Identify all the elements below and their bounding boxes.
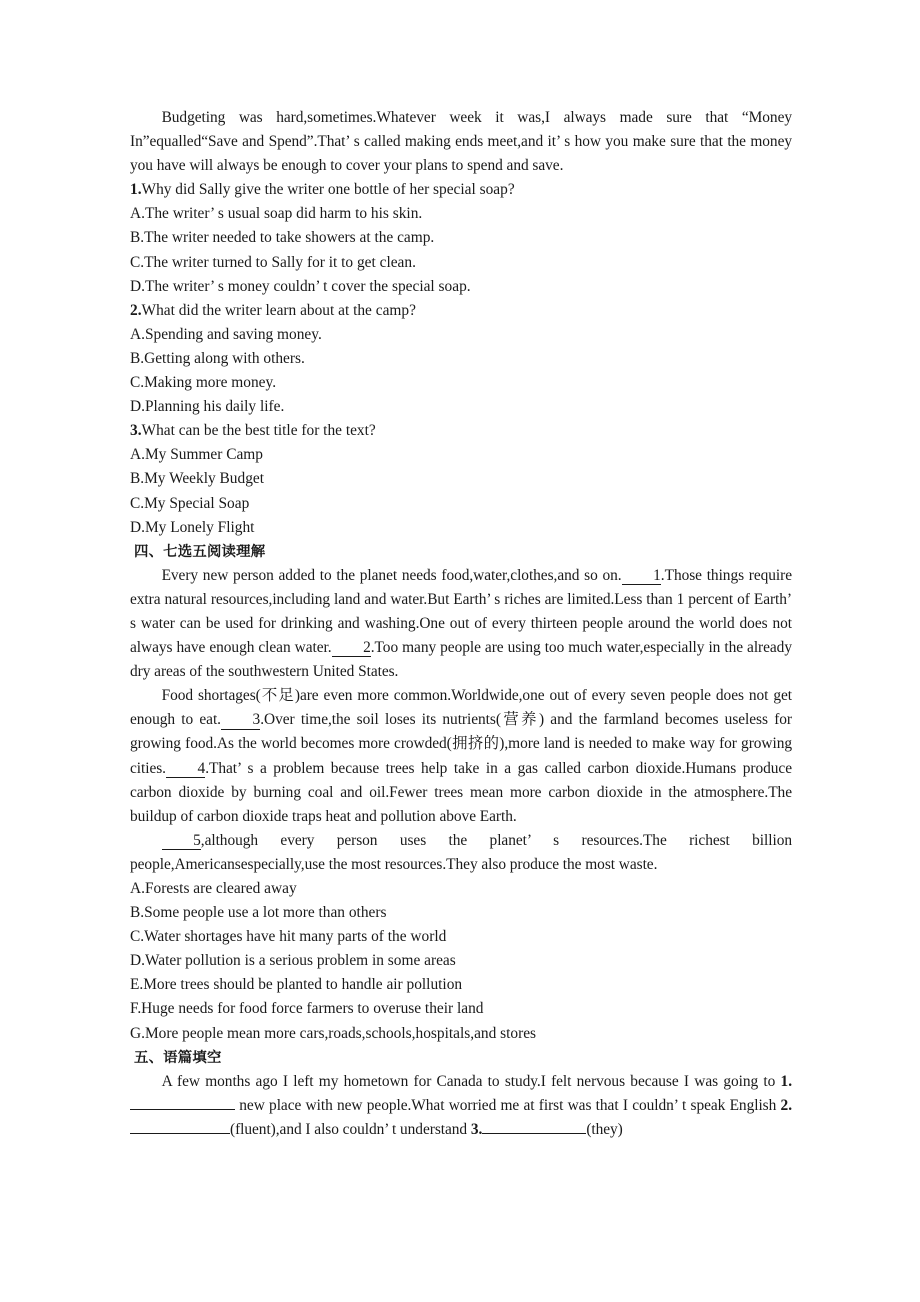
question-3-text: What can be the best title for the text? <box>141 422 376 440</box>
section-five-part-c: (fluent),and I also couldn’ t understand <box>230 1120 471 1138</box>
fill-number-3: 3. <box>470 1120 483 1138</box>
section-four-option-c[interactable]: C.Water shortages have hit many parts of the world <box>130 928 447 946</box>
question-1-option-c[interactable]: C.The writer turned to Sally for it to get clean. <box>130 253 416 271</box>
question-2-option-c[interactable]: C.Making more money. <box>130 374 277 392</box>
blank-3[interactable]: 3 <box>221 712 260 729</box>
question-2-option-a[interactable]: A.Spending and saving money. <box>130 325 322 343</box>
question-3-option-d[interactable]: D.My Lonely Flight <box>130 518 255 536</box>
section-five-part-b: new place with new people.What worried me at first was that I couldn’ t speak English <box>235 1096 781 1114</box>
section-five-paragraph <box>130 1070 792 1142</box>
section-four-heading: 四、七选五阅读理解 <box>134 543 266 560</box>
question-1-stem <box>130 178 792 202</box>
question-3-number: 3. <box>130 422 142 440</box>
blank-5[interactable]: 5 <box>162 833 201 850</box>
question-2-number: 2. <box>130 301 142 319</box>
blank-4[interactable]: 4 <box>166 761 205 778</box>
section-four-paragraph-1 <box>130 564 792 684</box>
paragraph-2-part-b: .Over time,the soil loses its nutrients(营养) and the farmland becomes useless for growing food.As the world becomes more crowded(拥挤的),more land is needed to make way for growing cities. <box>130 711 792 777</box>
section-five-heading: 五、语篇填空 <box>134 1049 222 1066</box>
question-2-option-d[interactable]: D.Planning his daily life. <box>130 398 285 416</box>
question-2-text: What did the writer learn about at the camp? <box>141 301 416 319</box>
question-1-number: 1. <box>130 181 142 199</box>
blank-1[interactable]: 1 <box>622 568 661 585</box>
document-content <box>130 106 792 1142</box>
question-3-option-b[interactable]: B.My Weekly Budget <box>130 470 264 488</box>
section-four-option-g[interactable]: G.More people mean more cars,roads,schools,hospitals,and stores <box>130 1024 537 1042</box>
section-four-option-f[interactable]: F.Huge needs for food force farmers to overuse their land <box>130 1000 484 1018</box>
section-four-option-e[interactable]: E.More trees should be planted to handle air pollution <box>130 976 463 994</box>
paragraph-1-part-a: Every new person added to the planet needs food,water,clothes,and so on. <box>161 566 622 584</box>
section-five-part-d: (they) <box>586 1120 623 1138</box>
question-1-text: Why did Sally give the writer one bottle of her special soap? <box>141 181 515 199</box>
question-3-option-a[interactable]: A.My Summer Camp <box>130 446 263 464</box>
question-3-stem <box>130 419 792 443</box>
fill-blank-1[interactable] <box>130 1109 235 1110</box>
question-3-option-c[interactable]: C.My Special Soap <box>130 494 250 512</box>
section-four-paragraph-3 <box>130 829 792 877</box>
fill-number-1: 1. <box>780 1072 792 1090</box>
question-1-option-a[interactable]: A.The writer’ s usual soap did harm to his skin. <box>130 205 423 223</box>
paragraph-1-part-c: .Too many people are using too much water,especially in the already dry areas of the southwestern United States. <box>130 639 792 681</box>
section-four-paragraph-2 <box>130 684 792 829</box>
section-four-option-a[interactable]: A.Forests are cleared away <box>130 880 297 897</box>
section-five-part-a: A few months ago I left my hometown for Canada to study.I felt nervous because I was going to <box>161 1072 781 1090</box>
fill-number-2: 2. <box>780 1096 792 1114</box>
paragraph-2-part-a: Food shortages(不足)are even more common.Worldwide,one out of every seven people does not get enough to eat. <box>130 687 792 729</box>
section-four-option-b[interactable]: B.Some people use a lot more than others <box>130 904 387 922</box>
passage-tail-paragraph: Budgeting was hard,sometimes.Whatever week it was,I always made sure that “Money In”equalled“Save and Spend”.That’ s called making ends meet,and it’ s how you make sure that the money you have will always be enough to cover your plans to spend and save. <box>130 109 792 175</box>
section-four-option-d[interactable]: D.Water pollution is a serious problem in some areas <box>130 952 456 970</box>
question-2-option-b[interactable]: B.Getting along with others. <box>130 349 305 367</box>
paragraph-2-part-c: .That’ s a problem because trees help take in a gas called carbon dioxide.Humans produce carbon dioxide by burning coal and oil.Fewer trees mean more carbon dioxide in the atmosphere.The buildup of carbon dioxide traps heat and pollution above Earth. <box>130 759 792 825</box>
question-1-option-b[interactable]: B.The writer needed to take showers at the camp. <box>130 229 435 247</box>
fill-blank-2[interactable] <box>130 1133 230 1134</box>
question-1-option-d[interactable]: D.The writer’ s money couldn’ t cover the special soap. <box>130 277 471 295</box>
blank-2[interactable]: 2 <box>332 640 371 657</box>
paragraph-1-part-b: .Those things require extra natural resources,including land and water.But Earth’ s riches are limited.Less than 1 percent of Earth’ s water can be used for drinking and washing.One out of every thirteen people around the world does not always have enough clean water. <box>130 566 793 657</box>
fill-blank-3[interactable] <box>482 1133 586 1134</box>
paragraph-3-part-a: ,although every person uses the planet’ s resources.The richest billion people,Americansespecially,use the most resources.They also produce the most waste. <box>130 831 792 873</box>
question-2-stem <box>130 299 792 323</box>
